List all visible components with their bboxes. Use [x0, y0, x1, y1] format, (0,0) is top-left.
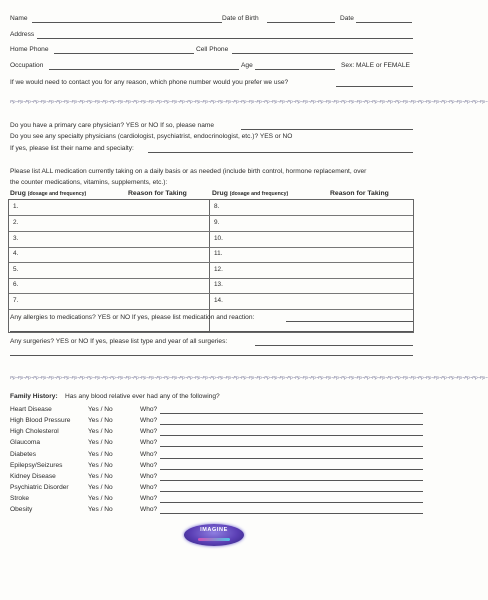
who-field[interactable] — [160, 424, 423, 425]
address-field[interactable] — [37, 31, 413, 39]
who-label: Who? — [140, 506, 158, 513]
occupation-field[interactable] — [49, 62, 239, 70]
family-history-question: Has any blood relative ever had any of the following? — [65, 393, 220, 400]
row-number: 6. — [13, 281, 19, 288]
yes-no-option[interactable]: Yes / No — [88, 506, 113, 513]
yes-no-option[interactable]: Yes / No — [88, 495, 113, 502]
who-label: Who? — [140, 495, 158, 502]
condition-label: Stroke — [10, 495, 30, 502]
medication-instructions-1 — [10, 167, 423, 177]
date-field[interactable] — [356, 15, 412, 23]
condition-label: High Blood Pressure — [10, 417, 71, 424]
logo-bar — [198, 538, 230, 541]
specialty-row — [10, 132, 423, 142]
yes-no-option[interactable]: Yes / No — [88, 428, 113, 435]
row-number: 11. — [214, 250, 223, 257]
table-row-line — [9, 278, 413, 279]
family-history-heading — [10, 392, 423, 402]
occupation-row — [10, 61, 423, 71]
name-label: Name — [10, 15, 28, 22]
row-number: 3. — [13, 235, 19, 242]
family-history-row — [10, 405, 423, 415]
who-field[interactable] — [160, 491, 423, 492]
condition-label: Epilepsy/Seizures — [10, 462, 63, 469]
row-number: 13. — [214, 281, 223, 288]
condition-label: Heart Disease — [10, 406, 52, 413]
decorative-divider: Pp~Pp~Pp~Pp~Pp~Pp~Pp~Pp~Pp~Pp~Pp~Pp~Pp~Pp~Pp~Pp~Pp~Pp~Pp~Pp~Pp~Pp~Pp~Pp~Pp~Pp~Pp~Pp~Pp~Pp~Pp~Pp~Pp~Pp~Pp~Pp~Pp~Pp~Pp~Pp~Pp~Pp~Pp~Pp~Pp~Pp~Pp~Pp~Pp~Pp~Pp~Pp~Pp~Pp~Pp~Pp~Pp~Pp~Pp~Pp~Pp~Pp~ — [10, 375, 488, 380]
who-field[interactable] — [160, 458, 423, 459]
contact-row — [10, 78, 423, 88]
specialty-list-row — [10, 144, 423, 154]
sex-label: Sex: MALE or FEMALE — [341, 62, 410, 69]
address-label: Address — [10, 31, 35, 38]
specialty-question: Do you see any specialty physicians (cardiologist, psychiatrist, endocrinologist, etc.)? YES or NO — [10, 133, 293, 140]
who-field[interactable] — [160, 513, 423, 514]
allergies-field[interactable] — [286, 314, 413, 322]
surgeries-field[interactable] — [255, 338, 413, 346]
address-row — [10, 30, 423, 40]
family-history-row — [10, 505, 423, 515]
primary-care-question: Do you have a primary care physician? YES or NO If so, please name — [10, 122, 215, 129]
family-history-row — [10, 472, 423, 482]
drug-header-right: Drug (dosage and frequency) — [212, 190, 289, 197]
family-history-row — [10, 416, 423, 426]
who-label: Who? — [140, 484, 158, 491]
who-field[interactable] — [160, 469, 423, 470]
yes-no-option[interactable]: Yes / No — [88, 484, 113, 491]
who-label: Who? — [140, 473, 158, 480]
who-field[interactable] — [160, 413, 423, 414]
who-field[interactable] — [160, 502, 423, 503]
family-history-row — [10, 427, 423, 437]
who-label: Who? — [140, 417, 158, 424]
family-history-title: Family History: — [10, 393, 58, 400]
table-row-line — [9, 309, 413, 310]
condition-label: Psychiatric Disorder — [10, 484, 69, 491]
cell-phone-field[interactable] — [232, 46, 413, 54]
home-phone-field[interactable] — [54, 46, 194, 54]
who-label: Who? — [140, 439, 158, 446]
condition-label: High Cholesterol — [10, 428, 59, 435]
yes-no-option[interactable]: Yes / No — [88, 439, 113, 446]
contact-question: If we would need to contact you for any reason, which phone number would you prefer we use? — [10, 79, 289, 86]
condition-label: Kidney Disease — [10, 473, 56, 480]
row-number: 2. — [13, 219, 19, 226]
date-label: Date — [340, 15, 354, 22]
row-number: 14. — [214, 297, 223, 304]
row-number: 7. — [13, 297, 19, 304]
table-row-line — [9, 293, 413, 294]
decorative-divider: Pp~Pp~Pp~Pp~Pp~Pp~Pp~Pp~Pp~Pp~Pp~Pp~Pp~Pp~Pp~Pp~Pp~Pp~Pp~Pp~Pp~Pp~Pp~Pp~Pp~Pp~Pp~Pp~Pp~Pp~Pp~Pp~Pp~Pp~Pp~Pp~Pp~Pp~Pp~Pp~Pp~Pp~Pp~Pp~Pp~Pp~Pp~Pp~Pp~Pp~Pp~Pp~Pp~Pp~Pp~Pp~Pp~Pp~Pp~Pp~Pp~Pp~ — [10, 99, 488, 104]
medication-instructions-2 — [10, 178, 423, 188]
table-row-line — [9, 247, 413, 248]
who-field[interactable] — [160, 435, 423, 436]
name-field[interactable] — [32, 15, 222, 23]
surgeries-extra-line[interactable] — [10, 355, 413, 356]
specialty-list-field[interactable] — [148, 145, 413, 153]
contact-field[interactable] — [336, 79, 413, 87]
row-number: 12. — [214, 266, 223, 273]
row-number: 5. — [13, 266, 19, 273]
table-row-line — [9, 231, 413, 232]
age-label: Age — [241, 62, 253, 69]
who-label: Who? — [140, 428, 158, 435]
imagine-logo — [184, 524, 244, 546]
dob-field[interactable] — [267, 15, 335, 23]
table-row-line — [9, 262, 413, 263]
who-label: Who? — [140, 462, 158, 469]
family-history-row — [10, 461, 423, 471]
who-label: Who? — [140, 406, 158, 413]
age-field[interactable] — [255, 62, 335, 70]
cell-phone-label: Cell Phone — [196, 46, 229, 53]
row-number: 8. — [214, 203, 220, 210]
yes-no-option[interactable]: Yes / No — [88, 451, 113, 458]
name-row — [10, 14, 423, 24]
row-number: 1. — [13, 203, 19, 210]
medication-instruction-text-2: the counter medications, vitamins, supplements, etc.): — [10, 179, 168, 186]
allergies-question: Any allergies to medications? YES or NO If yes, please list medication and reaction: — [10, 314, 255, 321]
allergies-row — [10, 313, 423, 323]
drug-header-left: Drug (dosage and frequency) — [10, 190, 87, 197]
row-number: 9. — [214, 219, 220, 226]
condition-label: Glaucoma — [10, 439, 41, 446]
family-history-row — [10, 438, 423, 448]
allergies-extra-line[interactable] — [10, 331, 413, 332]
yes-no-option[interactable]: Yes / No — [88, 417, 113, 424]
logo-text: IMAGINE — [200, 527, 228, 533]
occupation-label: Occupation — [10, 62, 44, 69]
family-history-row — [10, 483, 423, 493]
phone-row — [10, 45, 423, 55]
home-phone-label: Home Phone — [10, 46, 49, 53]
medication-instruction-text-1: Please list ALL medication currently taking on a daily basis or as needed (include birth control, hormone replacement, over — [10, 168, 367, 175]
row-number: 4. — [13, 250, 19, 257]
surgeries-question: Any surgeries? YES or NO If yes, please list type and year of all surgeries: — [10, 338, 228, 345]
who-field[interactable] — [160, 446, 423, 447]
specialty-list-question: If yes, please list their name and specialty: — [10, 145, 134, 152]
primary-care-row — [10, 121, 423, 131]
surgeries-row — [10, 337, 423, 347]
yes-no-option[interactable]: Yes / No — [88, 473, 113, 480]
condition-label: Diabetes — [10, 451, 37, 458]
family-history-row — [10, 494, 423, 504]
yes-no-option[interactable]: Yes / No — [88, 406, 113, 413]
condition-label: Obesity — [10, 506, 33, 513]
family-history-row — [10, 450, 423, 460]
row-number: 10. — [214, 235, 223, 242]
reason-header-left: Reason for Taking — [128, 190, 187, 197]
reason-header-right: Reason for Taking — [330, 190, 389, 197]
who-label: Who? — [140, 451, 158, 458]
dob-label: Date of Birth — [222, 15, 259, 22]
primary-care-field[interactable] — [241, 122, 413, 130]
who-field[interactable] — [160, 480, 423, 481]
yes-no-option[interactable]: Yes / No — [88, 462, 113, 469]
table-row-line — [9, 215, 413, 216]
